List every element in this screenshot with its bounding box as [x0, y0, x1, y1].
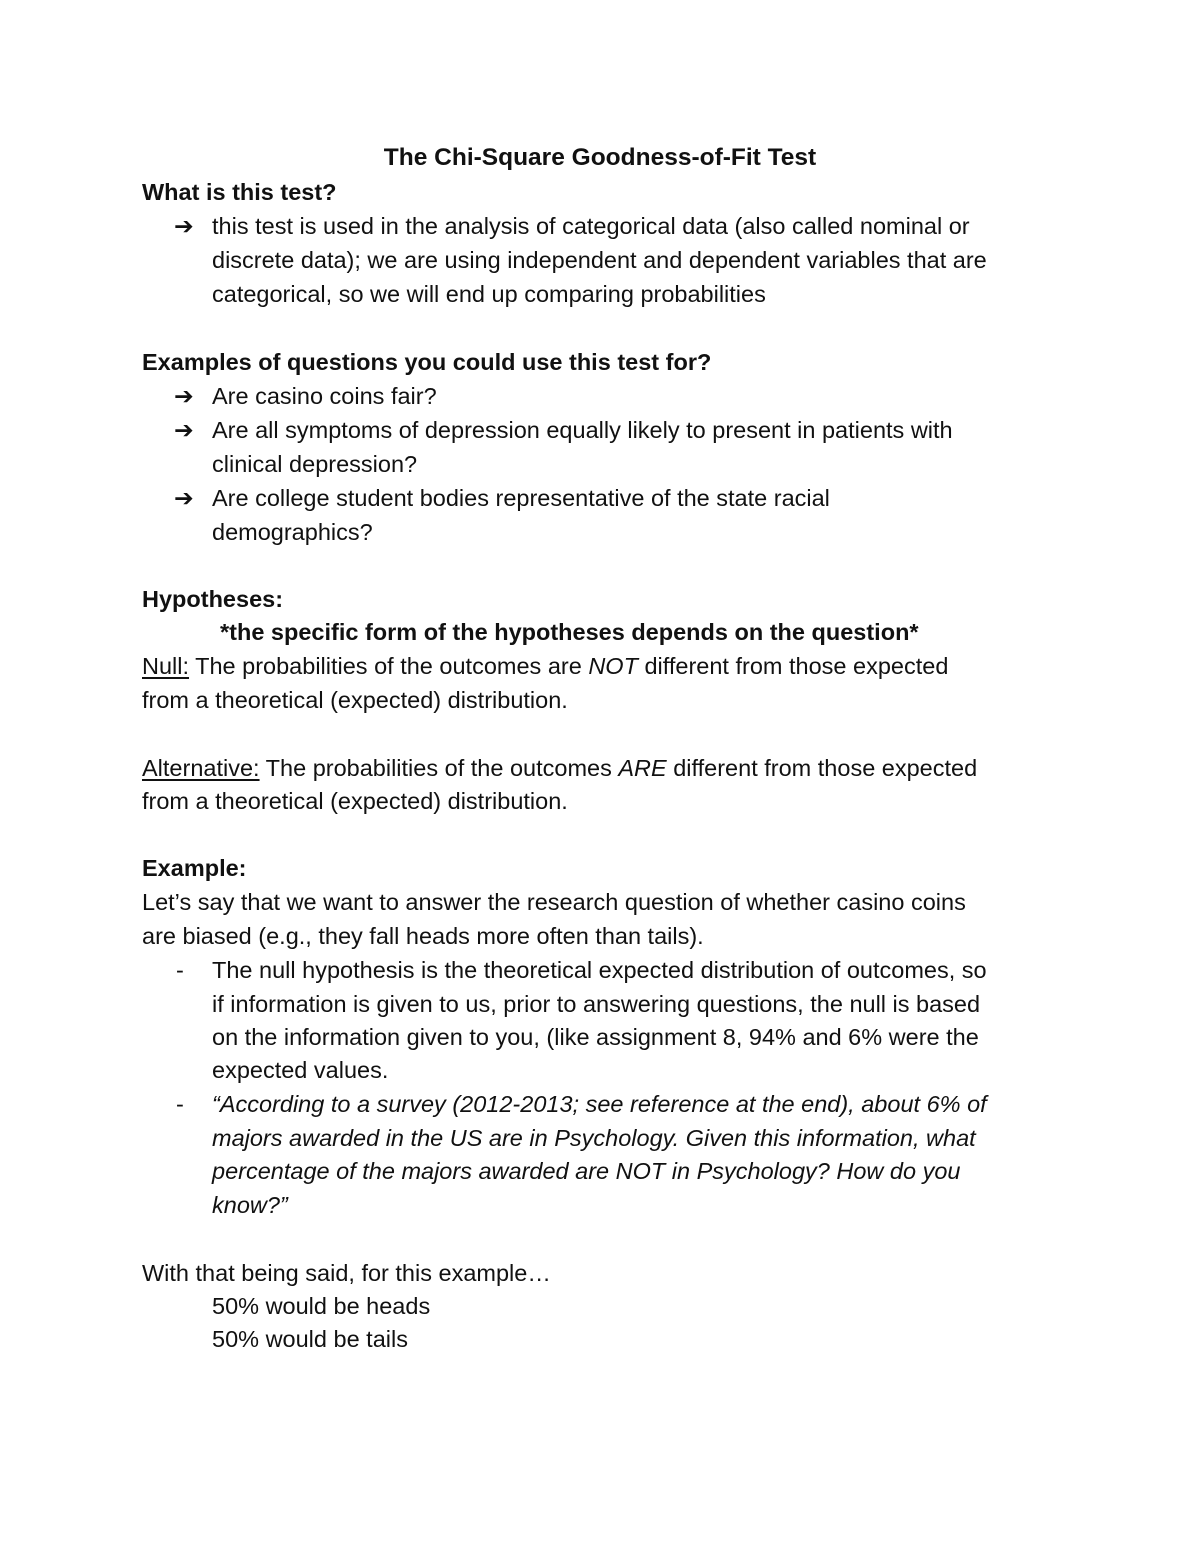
null-text-a: The probabilities of the outcomes are: [189, 653, 589, 679]
tails-probability: 50% would be tails: [212, 1326, 408, 1352]
example-point-1-line-4: expected values.: [212, 1057, 389, 1083]
alternative-label: Alternative:: [142, 755, 260, 781]
null-label: Null:: [142, 653, 190, 679]
null-hypothesis-line-2: from a theoretical (expected) distribution.: [142, 687, 568, 713]
example-question-1: Are casino coins fair?: [212, 383, 437, 409]
example-point-1-line-2: if information is given to us, prior to answering questions, the null is based: [212, 991, 981, 1017]
arrow-bullet-icon: ➔: [174, 417, 194, 443]
example-point-1-line-3: on the information given to you, (like assignment 8, 94% and 6% were the: [212, 1024, 979, 1050]
document-title: The Chi-Square Goodness-of-Fit Test: [383, 144, 817, 171]
example-point-1-line-1: The null hypothesis is the theoretical expected distribution of outcomes, so: [212, 957, 987, 983]
section-heading-hypotheses: Hypotheses:: [142, 586, 284, 612]
example-point-2-line-2: majors awarded in the US are in Psychology. Given this information, what: [212, 1125, 976, 1151]
alternative-emphasis: ARE: [618, 755, 667, 781]
example-question-3-line-1: Are college student bodies representative of the state racial: [212, 485, 830, 511]
dash-bullet: -: [176, 1091, 184, 1117]
alternative-text-a: The probabilities of the outcomes: [259, 755, 619, 781]
example-question-2-line-2: clinical depression?: [212, 451, 418, 477]
null-hypothesis-line-1: [142, 649, 948, 683]
hypotheses-note: *the specific form of the hypotheses depends on the question*: [220, 619, 919, 645]
example-intro-line-1: Let’s say that we want to answer the research question of whether casino coins: [142, 889, 966, 915]
conclusion-intro: With that being said, for this example…: [142, 1260, 551, 1286]
example-point-2-line-1: “According to a survey (2012-2013; see reference at the end), about 6% of: [212, 1091, 987, 1117]
example-intro-line-2: are biased (e.g., they fall heads more often than tails).: [142, 923, 704, 949]
heads-probability: 50% would be heads: [212, 1293, 431, 1319]
definition-line-1: this test is used in the analysis of categorical data (also called nominal or: [212, 213, 970, 239]
alternative-hypothesis-line-2: from a theoretical (expected) distribution.: [142, 788, 568, 814]
null-text-b: different from those expected: [637, 653, 949, 679]
section-heading-what-is: What is this test?: [142, 179, 337, 205]
arrow-bullet-icon: ➔: [174, 383, 194, 409]
example-question-2-line-1: Are all symptoms of depression equally likely to present in patients with: [212, 417, 953, 443]
alternative-hypothesis-line-1: [142, 751, 977, 785]
example-question-3-line-2: demographics?: [212, 519, 373, 545]
definition-line-3: categorical, so we will end up comparing probabilities: [212, 281, 766, 307]
arrow-bullet-icon: ➔: [174, 213, 194, 239]
section-heading-example: Example:: [142, 855, 247, 881]
example-point-2-line-3: percentage of the majors awarded are NOT in Psychology? How do you: [212, 1158, 961, 1184]
definition-line-2: discrete data); we are using independent and dependent variables that are: [212, 247, 987, 273]
null-emphasis: NOT: [588, 653, 638, 679]
alternative-text-b: different from those expected: [666, 755, 978, 781]
section-heading-examples: Examples of questions you could use this test for?: [142, 349, 712, 375]
example-point-2-line-4: know?”: [212, 1192, 288, 1218]
dash-bullet: -: [176, 957, 184, 983]
arrow-bullet-icon: ➔: [174, 485, 194, 511]
